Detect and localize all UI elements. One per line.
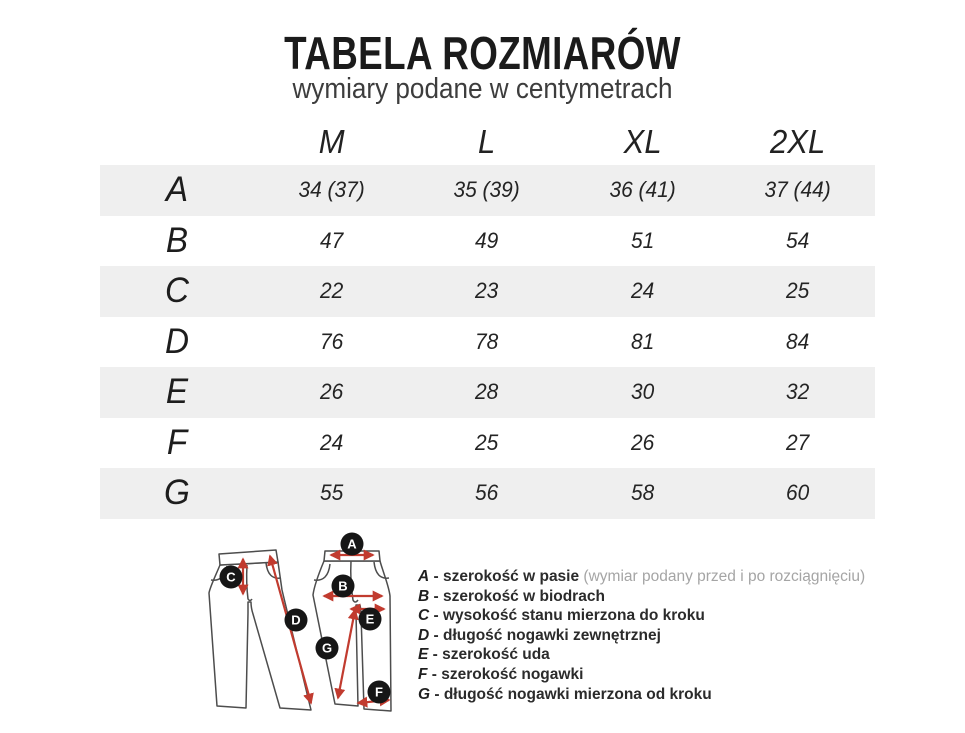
legend-letter: G [418, 685, 431, 703]
column-header-2xl: 2XL [769, 122, 825, 160]
legend-text: - długość nogawki mierzona od kroku [434, 685, 712, 703]
cell-value: 24 [319, 429, 344, 455]
svg-text:E: E [365, 611, 375, 627]
cell-value: 25 [785, 278, 809, 304]
cell-value: 28 [475, 379, 499, 405]
cell-value: 47 [319, 227, 344, 253]
column-header-l: L [478, 122, 496, 160]
table-row [100, 468, 875, 519]
row-label: E [165, 372, 189, 412]
legend-list [418, 567, 865, 704]
legend-text: - wysokość stanu mierzona do kroku [433, 607, 705, 625]
svg-text:C: C [226, 569, 236, 585]
cell-value: 56 [475, 480, 499, 506]
pants-diagram-svg [190, 528, 420, 733]
legend-note: (wymiar podany przed i po rozciągnięciu) [583, 568, 866, 585]
legend-letter: D [418, 626, 430, 644]
column-header-xl: XL [623, 122, 662, 160]
table-row [100, 317, 875, 368]
cell-value: 60 [785, 480, 809, 506]
measure-badge-b [332, 575, 355, 598]
cell-value: 49 [475, 227, 499, 253]
table-row [100, 266, 875, 317]
row-label: F [166, 422, 188, 462]
legend-item [418, 645, 865, 665]
cell-value: 24 [630, 278, 654, 304]
cell-value: 32 [785, 379, 809, 405]
row-label: A [165, 170, 189, 210]
svg-text:F: F [375, 684, 383, 700]
size-table-header [100, 118, 875, 165]
pants-measurement-diagram [190, 528, 420, 733]
cell-value: 36 (41) [609, 177, 676, 203]
legend-item [418, 606, 865, 626]
cell-value: 76 [319, 328, 344, 354]
table-row [100, 418, 875, 469]
page-subtitle: wymiary podane w centymetrach [292, 73, 673, 105]
cell-value: 26 [319, 379, 344, 405]
svg-text:A: A [347, 536, 357, 552]
cell-value: 37 (44) [764, 177, 831, 203]
legend-letter: E [418, 646, 429, 664]
cell-value: 23 [475, 278, 499, 304]
cell-value: 34 (37) [298, 177, 365, 203]
legend-item [418, 626, 865, 646]
row-label: D [164, 321, 190, 361]
size-table-body [100, 165, 875, 519]
measure-badge-d [285, 609, 308, 632]
page-title: TABELA ROZMIARÓW [284, 27, 681, 79]
legend-text: - szerokość w pasie [433, 568, 580, 585]
cell-value: 58 [630, 480, 654, 506]
legend-item [418, 685, 865, 705]
legend-letter: F [418, 665, 428, 683]
cell-value: 22 [319, 278, 344, 304]
size-table [100, 118, 875, 519]
cell-value: 35 (39) [453, 177, 520, 203]
table-row [100, 216, 875, 267]
column-header-m: M [318, 122, 345, 160]
svg-text:B: B [338, 578, 348, 594]
legend-item [418, 567, 865, 587]
legend-item [418, 587, 865, 607]
legend-text: - szerokość w biodrach [433, 587, 605, 605]
measure-badge-a [341, 533, 364, 556]
table-row [100, 367, 875, 418]
measure-badge-g [316, 637, 339, 660]
measure-badge-e [359, 608, 382, 631]
legend-letter: C [418, 607, 430, 625]
legend-text: - szerokość nogawki [431, 665, 584, 683]
cell-value: 81 [630, 328, 654, 354]
svg-text:D: D [291, 612, 301, 628]
cell-value: 25 [475, 429, 499, 455]
legend-letter: B [418, 587, 430, 605]
cell-value: 51 [630, 227, 654, 253]
legend-text: - szerokość uda [432, 646, 550, 664]
cell-value: 84 [785, 328, 809, 354]
cell-value: 55 [319, 480, 344, 506]
table-row [100, 165, 875, 216]
measure-badge-c [220, 566, 243, 589]
cell-value: 27 [785, 429, 809, 455]
cell-value: 26 [630, 429, 654, 455]
row-label: B [165, 220, 189, 260]
row-label: C [164, 271, 190, 311]
row-label: G [164, 473, 190, 513]
legend-item [418, 665, 865, 685]
measure-badge-f [368, 681, 391, 704]
legend-letter: A [418, 568, 430, 585]
title-block [0, 27, 965, 105]
cell-value: 78 [475, 328, 499, 354]
legend-text: - długość nogawki zewnętrznej [433, 626, 661, 644]
cell-value: 30 [630, 379, 654, 405]
svg-text:G: G [321, 640, 333, 656]
cell-value: 54 [785, 227, 809, 253]
